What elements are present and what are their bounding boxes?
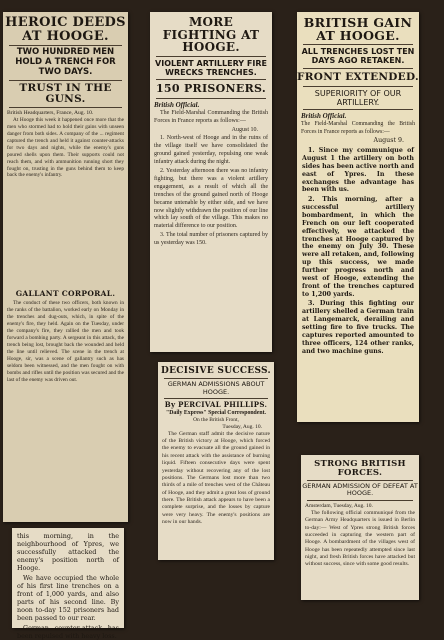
article-body <box>17 532 119 640</box>
dateline: British Headquarters, France, Aug. 10. <box>7 109 94 116</box>
section-title: TRUST IN THE GUNS. <box>19 81 112 105</box>
divider <box>9 45 122 46</box>
article-body <box>302 137 414 355</box>
date: Tuesday, Aug. 10. <box>222 423 262 430</box>
paragraph: The following official communiqué from the German Army Headquarters is issued in Berlin to-day:— West of Ypres strong British forces succeeded in capturing the western part of Hooge. A bombardment of the villages west of Hooge has been repeatedly attempted since last night, and fresh British forces have attacked but without success, since with some good results. <box>305 509 415 568</box>
clipping-british-gain <box>297 12 419 422</box>
clipping-attack-north-of-hooge <box>12 528 124 640</box>
divider <box>156 98 266 99</box>
paragraph-2: 2. This morning, after a successful artillery bombardment, in which the French on our left cooperated effectively, we attacked the trenches at Hooge captured by the enemy on July 30. These were all retaken, and, following up this success, we made further progress north and west of Hooge, extending the front of the trenches captured to 1,200 yards. <box>302 196 414 298</box>
divider <box>164 378 268 379</box>
article-body-2 <box>7 300 124 550</box>
subheadline: TWO HUNDRED MEN HOLD A TRENCH FOR TWO DAYS. <box>15 47 116 77</box>
paragraph-1: 1. Since my communique of August 1 the artillery on both sides has been active north and east of Ypres. In these exchanges the advantage has been with us. <box>302 147 414 194</box>
article-body <box>154 110 268 248</box>
subheadline-2: SUPERIORITY OF OUR ARTILLERY. <box>314 88 402 107</box>
section-title: 150 PRISONERS. <box>155 82 267 96</box>
intro: The Field-Marshal Commanding the British Forces in France reports as follows:— <box>301 121 415 135</box>
official-label: British Official. <box>301 112 347 121</box>
official-label: British Official. <box>154 100 200 109</box>
date: August 9. <box>373 137 404 145</box>
divider <box>303 109 413 110</box>
subheadline: GERMAN ADMISSION OF DEFEAT AT HOOGE. <box>302 481 418 498</box>
divider <box>307 500 413 501</box>
paragraph-3: German counter-attack has been repulsed with heavy loss. <box>17 624 119 640</box>
paragraph: At Hooge this week it happened once more that the men who stormed had to hold their gains with unseen danger from both sides. A company of the ... regiment captured the trench and held it against counter-attacks for two days and nights, while the enemy's guns poured shells upon them. Their supports could not reach them, and with ammunition running short they fought on, trusting in the guns behind them to keep back the enemy's infantry. <box>7 116 124 179</box>
byline: By PERCIVAL PHILLIPS. <box>164 400 268 410</box>
paragraph-3: 3. The total number of prisoners captured by us yesterday was 150. <box>154 232 268 247</box>
clipping-more-fighting <box>150 12 272 352</box>
subheadline: VIOLENT ARTILLERY FIRE WRECKS TRENCHES. <box>155 58 267 77</box>
divider <box>303 68 413 69</box>
divider <box>303 86 413 87</box>
divider <box>307 480 413 481</box>
divider <box>9 80 122 81</box>
intro: The Field-Marshal Commanding the British Forces in France reports as follows:— <box>154 109 268 124</box>
paragraph-3: 3. During this fighting our artillery shelled a German train at Langemarck, derailing and setting fire to five trucks. The captures reported amounted to three officers, 124 other ranks, and two machine guns. <box>302 300 414 355</box>
subheadline: ALL TRENCHES LOST TEN DAYS AGO RETAKEN. <box>301 47 415 66</box>
clipping-heroic-deeds <box>3 12 128 522</box>
divider <box>303 44 413 45</box>
date: August 10. <box>231 126 258 133</box>
divider <box>164 398 268 399</box>
paragraph: The German staff admit the decisive nature of the British victory at Hooge, which forced the enemy to evacuate all the ground gained in his recent attack with the assistance of burning liquid. Fifteen consecutive days were spent yesterday without recovering any of the lost positions. The Germans lost more than two thirds of a mile of trenches west of the Château of Hooge, and they admit a great loss of ground there. The British attack appears to have been a complete surprise, and the losses by capture were very heavy. The enemy's positions are now in our hands. <box>162 430 270 526</box>
divider <box>156 79 266 80</box>
place: On the British Front, <box>193 416 239 423</box>
article-body <box>305 510 415 569</box>
subheadline: GERMAN ADMISSIONS ABOUT HOOGE. <box>167 380 265 396</box>
paragraph-1: 1. North-west of Hooge and in the ruins of the village itself we have consolidated the ground gained yesterday, repulsing one weak infantry attack during the night. <box>154 135 268 166</box>
paragraph-1: this morning, in the neighbourhood of Ypres, we successfully attacked the enemy's position north of Hooge. <box>17 532 119 572</box>
paragraph-2: We have occupied the whole of his first line trenches on a front of 1,000 yards, and also parts of his second line. By noon to-day 152 prisoners had been passed to our rear. <box>17 574 119 622</box>
section-title: FRONT EXTENDED. <box>297 70 419 83</box>
article-body <box>162 431 270 527</box>
headline: BRITISH GAIN AT HOOGE. <box>303 15 413 44</box>
headline: STRONG BRITISH FORCES. <box>314 459 406 478</box>
paragraph: The conduct of these two officers, both known in the ranks of the battalion, worked early on Monday in the trenches and dug-outs, which, in spite of the enemy's fire, they held. Again on the Tuesday, under the company's fire, they rallied the men and took forward a bombing party. A sergeant in this attack, the trench being lost, brought back the wounded and held the line until relieved. The scene in the trench at Hooge, sir, was a scene of gallantry such as has seldom been witnessed, and the men fought on with bombs and rifles until the position was secured and the last of the enemy was driven out. <box>7 300 124 384</box>
headline: HEROIC DEEDS AT HOOGE. <box>5 15 126 44</box>
source: "Daily Express" Special Correspondent. <box>166 409 266 416</box>
article-body <box>7 117 124 287</box>
clipping-strong-british-forces <box>301 455 419 600</box>
section-title-gallant: GALLANT CORPORAL. <box>15 288 116 298</box>
headline: DECISIVE SUCCESS. <box>161 366 271 376</box>
clipping-decisive-success <box>158 362 274 560</box>
paragraph-2: 2. Yesterday afternoon there was no infantry fighting, but there was a violent artillery engagement, as a result of which all the trenches of the ground gained north of Hooge became untenable by either side, and we have now slightly withdrawn the position of our line which lay south of the village. This makes no material difference to our position. <box>154 168 268 230</box>
divider <box>156 56 266 57</box>
dateline: Amsterdam, Tuesday, Aug. 10. <box>305 502 373 509</box>
headline: MORE FIGHTING AT HOOGE. <box>162 15 260 55</box>
divider <box>9 107 122 108</box>
